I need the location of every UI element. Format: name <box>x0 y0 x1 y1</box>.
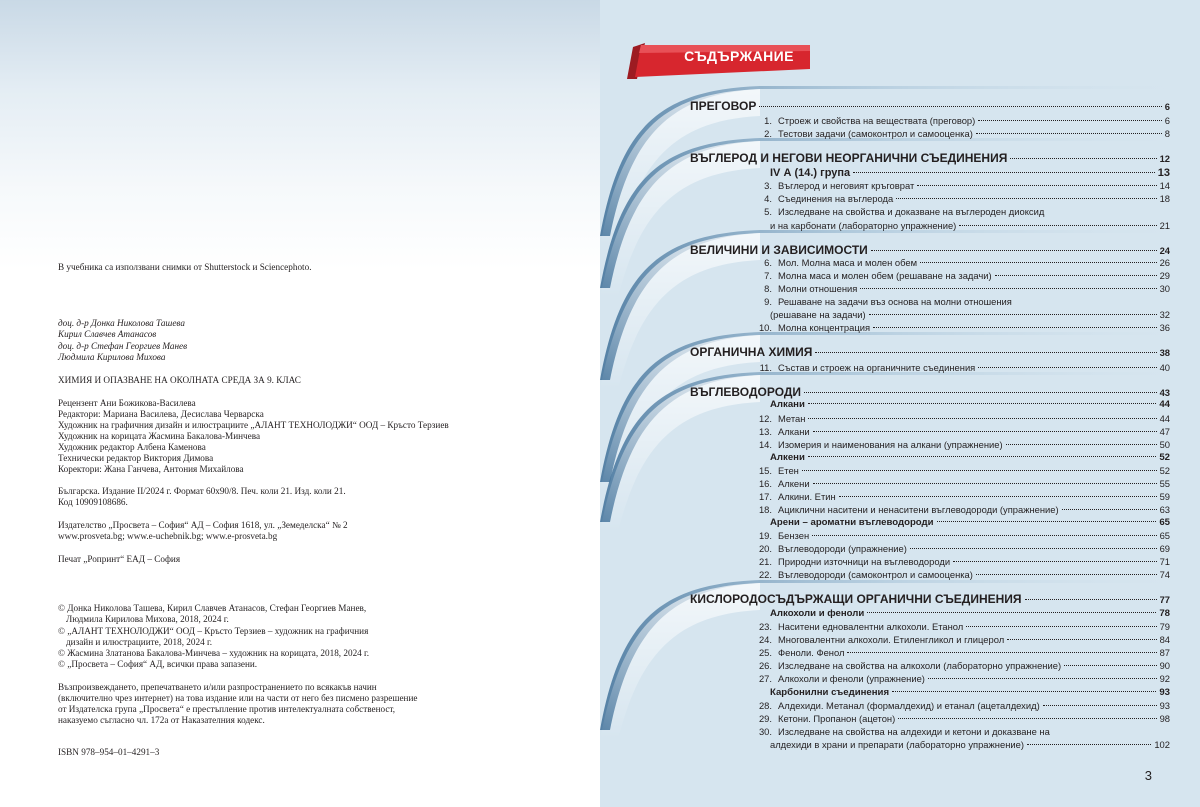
toc-dot-leader <box>873 327 1157 328</box>
toc-dot-leader <box>937 521 1157 522</box>
toc-entry-number: 5. <box>764 206 772 217</box>
toc-entry-number: 8. <box>764 283 772 294</box>
toc-entry-chapter <box>690 151 1170 165</box>
toc-dot-leader <box>1043 705 1157 706</box>
toc-entry-page: 13 <box>1157 167 1170 179</box>
toc-dot-leader <box>813 431 1157 432</box>
toc-entry-title: Алкохоли и феноли (упражнение) <box>778 673 925 684</box>
toc-dot-leader <box>928 678 1157 679</box>
imprint-line: Художник на корицата Жасмина Бакалова-Минчева <box>58 431 261 441</box>
toc-dot-leader <box>966 626 1156 627</box>
imprint-line: Възпроизвеждането, препечатването и/или разпространението по всякакъв начин <box>58 682 377 692</box>
imprint-line: (включително чрез интернет) на това издание или на части от него без писмено разрешение <box>58 693 418 703</box>
toc-entry-page: 78 <box>1159 608 1170 619</box>
toc-dot-leader <box>815 352 1156 353</box>
toc-entry-title: КИСЛОРОДОСЪДЪРЖАЩИ ОРГАНИЧНИ СЪЕДИНЕНИЯ <box>690 592 1022 606</box>
toc-entry-lesson <box>750 672 1170 685</box>
imprint-line: Коректори: Жана Ганчева, Антония Михайлова <box>58 464 244 474</box>
toc-dot-leader <box>1027 744 1151 745</box>
toc-entry-page: 6 <box>1164 115 1170 126</box>
toc-dot-leader <box>808 418 1156 419</box>
toc-entry-lesson <box>750 620 1170 633</box>
toc-dot-leader <box>978 120 1162 121</box>
toc-entry-title: Молна концентрация <box>778 322 871 333</box>
toc-entry-title: ОРГАНИЧНА ХИМИЯ <box>690 345 813 359</box>
toc-entry-number: 28. <box>758 700 772 711</box>
toc-entry-number: 25. <box>758 647 772 658</box>
toc-entry-page: 12 <box>1159 153 1170 164</box>
toc-entry-page: 69 <box>1159 543 1170 554</box>
toc-entry-lesson <box>750 490 1170 503</box>
toc-entry-page: 43 <box>1159 387 1170 398</box>
toc-entry-page: 21 <box>1159 220 1170 231</box>
toc-entry-lesson <box>750 192 1170 205</box>
toc-entry-page: 47 <box>1159 426 1170 437</box>
toc-dot-leader <box>813 483 1157 484</box>
toc-entry-title: Съединения на въглерода <box>778 193 894 204</box>
toc-entry-lesson-cont <box>770 219 1170 232</box>
imprint-line: наказуемо съгласно чл. 172а от Наказателния кодекс. <box>58 715 265 725</box>
imprint-line: В учебника са използвани снимки от Shutterstock и Sciencephoto. <box>58 262 312 272</box>
toc-dot-leader <box>978 367 1156 368</box>
toc-entry-number: 12. <box>758 413 772 424</box>
toc-entry-page: 36 <box>1159 322 1170 333</box>
toc-entry-title: Карбонилни съединения <box>770 687 890 698</box>
toc-entry-title: Строеж и свойства на веществата (преговор) <box>778 115 976 126</box>
toc-entry-title: Феноли. Фенол <box>778 647 845 658</box>
toc-entry-page: 26 <box>1159 257 1170 268</box>
toc-entry-title: Алкини. Етин <box>778 491 836 502</box>
toc-entry-lesson <box>750 205 1170 218</box>
toc-entry-title: Тестови задачи (самоконтрол и самооценка) <box>778 128 973 139</box>
toc-entry-number: 27. <box>758 673 772 684</box>
imprint-line: Рецензент Ани Божикова-Василева <box>58 398 196 408</box>
toc-entry-chapter <box>690 385 1170 399</box>
toc-entry-title: Състав и строеж на органичните съединения <box>778 362 976 373</box>
imprint-line: © Жасмина Златанова Бакалова-Минчева – художник на корицата, 2018, 2024 г. <box>58 648 370 658</box>
toc-entry-title: Изомерия и наименования на алкани (упражнение) <box>778 439 1003 450</box>
toc-dot-leader <box>1007 639 1156 640</box>
toc-entry-number: 30. <box>758 726 772 737</box>
toc-entry-number: 2. <box>764 128 772 139</box>
imprint-line: Редактори: Мариана Василева, Десислава Черварска <box>58 409 264 419</box>
imprint-line: © „Просвета – София“ АД, всички права запазени. <box>58 659 258 669</box>
toc-dot-leader <box>808 403 1156 404</box>
toc-entry-lesson <box>750 114 1170 127</box>
imprint-line: доц. д-р Донка Николова Ташева <box>58 318 185 328</box>
toc-entry-title: Бензен <box>778 530 810 541</box>
toc-dot-leader <box>1010 158 1156 159</box>
toc-entry-number: 3. <box>764 180 772 191</box>
toc-entry-number: 26. <box>758 660 772 671</box>
toc-dot-leader <box>910 548 1157 549</box>
toc-entry-title: Молни отношения <box>778 283 858 294</box>
toc-dot-leader <box>759 106 1161 107</box>
toc-entry-page: 50 <box>1159 439 1170 450</box>
page-number: 3 <box>1144 768 1152 783</box>
toc-entry-page: 14 <box>1159 180 1170 191</box>
toc-entry-title: Изследване на свойства на алкохоли (лабораторно упражнение) <box>778 660 1062 671</box>
toc-dot-leader <box>917 185 1156 186</box>
toc-entry-title: Изследване на свойства и доказване на въглероден диоксид <box>778 206 1045 217</box>
toc-entry-page: 30 <box>1159 283 1170 294</box>
toc-entry-title: IV А (14.) група <box>770 167 851 179</box>
imprint-line: ХИМИЯ И ОПАЗВАНЕ НА ОКОЛНАТА СРЕДА ЗА 9. КЛАС <box>58 375 301 385</box>
toc-dot-leader <box>1006 444 1157 445</box>
toc-dot-leader <box>812 535 1156 536</box>
imprint-line: Художник редактор Албена Каменова <box>58 442 206 452</box>
toc-entry-number: 15. <box>758 465 772 476</box>
toc-dot-leader <box>976 574 1157 575</box>
toc-entry-title: Алкани <box>778 426 810 437</box>
toc-dot-leader <box>995 275 1157 276</box>
toc-entry-number: 21. <box>758 556 772 567</box>
toc-entry-page: 59 <box>1159 491 1170 502</box>
toc-entry-lesson <box>750 503 1170 516</box>
toc-entry-lesson <box>750 282 1170 295</box>
toc-entry-lesson <box>750 712 1170 725</box>
toc-entry-lesson <box>750 256 1170 269</box>
toc-entry-number: 18. <box>758 504 772 515</box>
toc-entry-number: 14. <box>758 439 772 450</box>
toc-dot-leader <box>839 496 1157 497</box>
toc-entry-page: 77 <box>1159 594 1170 605</box>
toc-entry-title: Въглеводороди (упражнение) <box>778 543 907 554</box>
toc-dot-leader <box>959 225 1156 226</box>
imprint-line: Людмила Кирилова Михова <box>58 352 166 362</box>
toc-entry-lesson <box>750 699 1170 712</box>
toc-dot-leader <box>953 561 1157 562</box>
toc-entry-number: 7. <box>764 270 772 281</box>
imprint-line: ISBN 978–954–01–4291–3 <box>58 747 160 757</box>
toc-dot-leader <box>1064 665 1157 666</box>
toc-entry-chapter <box>690 99 1170 113</box>
toc-entry-title: Алдехиди. Метанал (формалдехид) и етанал (ацеталдехид) <box>778 700 1040 711</box>
toc-entry-section <box>770 686 1170 699</box>
toc-entry-title: Ациклични наситени и ненаситени въглеводороди (упражнение) <box>778 504 1059 515</box>
toc-entry-title: Природни източници на въглеводороди <box>778 556 951 567</box>
toc-entry-page: 52 <box>1159 465 1170 476</box>
toc-entry-page: 44 <box>1159 399 1170 410</box>
toc-entry-number: 1. <box>764 115 772 126</box>
toc-dot-leader <box>853 172 1155 173</box>
toc-entry-title: Алкени <box>770 452 805 463</box>
toc-entry-number: 9. <box>764 296 772 307</box>
toc-entry-page: 93 <box>1159 700 1170 711</box>
toc-entry-number: 10. <box>758 322 772 333</box>
toc-entry-section <box>770 398 1170 411</box>
toc-entry-chapter <box>690 243 1170 257</box>
toc-entry-lesson-cont <box>770 738 1170 751</box>
toc-entry-title: Въглеводороди (самоконтрол и самооценка) <box>778 569 973 580</box>
toc-entry-lesson-cont <box>770 308 1170 321</box>
toc-entry-title: Решаване на задачи въз основа на молни отношения <box>778 296 1012 307</box>
toc-entry-title: и на карбонати (лабораторно упражнение) <box>770 220 957 231</box>
toc-dot-leader <box>871 250 1157 251</box>
toc-entry-section <box>770 607 1170 620</box>
toc-entry-page: 79 <box>1159 621 1170 632</box>
toc-dot-leader <box>920 262 1157 263</box>
toc-entry-title: Мол. Молна маса и молен обем <box>778 257 918 268</box>
toc-entry-page: 32 <box>1159 309 1170 320</box>
toc-entry-number: 17. <box>758 491 772 502</box>
toc-entry-page: 44 <box>1159 413 1170 424</box>
toc-entry-page: 102 <box>1154 739 1170 750</box>
toc-entry-page: 65 <box>1159 517 1170 528</box>
toc-entry-page: 29 <box>1159 270 1170 281</box>
toc-entry-page: 74 <box>1159 569 1170 580</box>
toc-entry-chapter <box>690 592 1170 606</box>
toc-entry-subchapter <box>770 166 1170 180</box>
toc-entry-page: 71 <box>1159 556 1170 567</box>
contents-title: СЪДЪРЖАНИЕ <box>684 48 794 64</box>
toc-dot-leader <box>808 456 1156 457</box>
toc-entry-title: Етен <box>778 465 799 476</box>
toc-entry-title: Молна маса и молен обем (решаване на задачи) <box>778 270 992 281</box>
toc-entry-title: Алкени <box>778 478 810 489</box>
toc-entry-lesson <box>750 127 1170 140</box>
toc-list <box>600 0 1200 807</box>
toc-dot-leader <box>892 691 1156 692</box>
toc-entry-title: Въглерод и неговият кръговрат <box>778 180 915 191</box>
toc-entry-title: Арени – ароматни въглеводороди <box>770 517 934 528</box>
toc-entry-section <box>770 516 1170 529</box>
toc-entry-page: 8 <box>1164 128 1170 139</box>
toc-entry-lesson <box>750 659 1170 672</box>
imprint-line: дизайн и илюстрациите, 2018, 2024 г. <box>66 637 212 647</box>
toc-entry-title: Кетони. Пропанон (ацетон) <box>778 713 896 724</box>
toc-entry-page: 38 <box>1159 347 1170 358</box>
imprint-line: © „АЛАНТ ТЕХНОЛОДЖИ“ ООД – Кръсто Терзиев – художник на графичния <box>58 626 369 636</box>
toc-entry-title: ВЪГЛЕВОДОРОДИ <box>690 385 802 399</box>
toc-entry-lesson <box>750 477 1170 490</box>
toc-entry-page: 55 <box>1159 478 1170 489</box>
toc-entry-page: 90 <box>1159 660 1170 671</box>
imprint-line: www.prosveta.bg; www.e-uchebnik.bg; www.e-prosveta.bg <box>58 531 278 541</box>
toc-entry-lesson <box>750 542 1170 555</box>
toc-entry-title: алдехиди в храни и препарати (лабораторно упражнение) <box>770 739 1024 750</box>
toc-entry-page: 84 <box>1159 634 1170 645</box>
toc-entry-number: 16. <box>758 478 772 489</box>
toc-entry-lesson <box>750 646 1170 659</box>
toc-entry-page: 63 <box>1159 504 1170 515</box>
toc-entry-lesson <box>750 438 1170 451</box>
toc-entry-number: 22. <box>758 569 772 580</box>
toc-entry-lesson <box>750 529 1170 542</box>
toc-entry-page: 6 <box>1164 101 1170 112</box>
toc-dot-leader <box>867 612 1156 613</box>
toc-entry-title: Алкохоли и феноли <box>770 608 865 619</box>
toc-entry-number: 23. <box>758 621 772 632</box>
imprint-line: доц. д-р Стефан Георгиев Манев <box>58 341 188 351</box>
toc-entry-number: 4. <box>764 193 772 204</box>
toc-entry-lesson <box>750 361 1170 374</box>
imprint-line: Печат „Ропринт“ ЕАД – София <box>58 554 181 564</box>
toc-entry-title: ПРЕГОВОР <box>690 99 757 113</box>
toc-entry-number: 29. <box>758 713 772 724</box>
toc-entry-lesson <box>750 425 1170 438</box>
imprint-line: Българска. Издание II/2024 г. Формат 60х90/8. Печ. коли 21. Изд. коли 21. <box>58 486 346 496</box>
toc-entry-lesson <box>750 179 1170 192</box>
toc-entry-lesson <box>750 725 1170 738</box>
imprint-line: Издателство „Просвета – София“ АД – София 1618, ул. „Земеделска“ № 2 <box>58 520 348 530</box>
toc-entry-number: 13. <box>758 426 772 437</box>
toc-entry-title: ВЪГЛЕРОД И НЕГОВИ НЕОРГАНИЧНИ СЪЕДИНЕНИЯ <box>690 151 1008 165</box>
toc-entry-lesson <box>750 464 1170 477</box>
toc-entry-lesson <box>750 269 1170 282</box>
imprint-line: © Донка Николова Ташева, Кирил Славчев Атанасов, Стефан Георгиев Манев, <box>58 603 367 613</box>
contents-page <box>600 0 1200 807</box>
toc-entry-title: (решаване на задачи) <box>770 309 866 320</box>
toc-entry-page: 93 <box>1159 687 1170 698</box>
toc-entry-title: Алкани <box>770 399 805 410</box>
toc-dot-leader <box>1025 599 1157 600</box>
toc-entry-lesson <box>750 321 1170 334</box>
toc-dot-leader <box>869 314 1157 315</box>
toc-entry-number: 19. <box>758 530 772 541</box>
toc-dot-leader <box>976 133 1162 134</box>
toc-entry-page: 40 <box>1159 362 1170 373</box>
imprint-line: Людмила Кирилова Михова, 2018, 2024 г. <box>66 614 229 624</box>
toc-dot-leader <box>804 392 1157 393</box>
toc-entry-lesson <box>750 633 1170 646</box>
toc-entry-number: 11. <box>759 362 772 373</box>
imprint-line: Кирил Славчев Атанасов <box>58 329 157 339</box>
toc-entry-page: 52 <box>1159 452 1170 463</box>
toc-dot-leader <box>898 718 1156 719</box>
toc-entry-section <box>770 451 1170 464</box>
imprint-line: Код 10909108686. <box>58 497 128 507</box>
imprint-line: Технически редактор Виктория Димова <box>58 453 214 463</box>
toc-dot-leader <box>860 288 1156 289</box>
toc-entry-page: 98 <box>1159 713 1170 724</box>
toc-entry-title: Изследване на свойства на алдехиди и кетони и доказване на <box>778 726 1050 737</box>
toc-dot-leader <box>1062 509 1157 510</box>
toc-entry-chapter <box>690 345 1170 359</box>
toc-entry-page: 65 <box>1159 530 1170 541</box>
toc-entry-lesson <box>750 555 1170 568</box>
toc-entry-lesson <box>750 412 1170 425</box>
toc-entry-number: 20. <box>758 543 772 554</box>
toc-entry-title: ВЕЛИЧИНИ И ЗАВИСИМОСТИ <box>690 243 868 257</box>
toc-dot-leader <box>802 470 1157 471</box>
imprint-line: от Издателска група „Просвета“ е престъпление против интелектуалната собственост, <box>58 704 396 714</box>
toc-dot-leader <box>847 652 1156 653</box>
toc-entry-lesson <box>750 568 1170 581</box>
toc-dot-leader <box>896 198 1156 199</box>
toc-entry-title: Наситени едновалентни алкохоли. Етанол <box>778 621 964 632</box>
toc-entry-page: 24 <box>1159 245 1170 256</box>
toc-entry-page: 18 <box>1159 193 1170 204</box>
toc-entry-number: 6. <box>764 257 772 268</box>
toc-entry-number: 24. <box>758 634 772 645</box>
toc-entry-lesson <box>750 295 1170 308</box>
toc-entry-title: Метан <box>778 413 806 424</box>
toc-entry-page: 87 <box>1159 647 1170 658</box>
toc-entry-title: Многовалентни алкохоли. Етиленгликол и глицерол <box>778 634 1005 645</box>
imprint-line: Художник на графичния дизайн и илюстрациите „АЛАНТ ТЕХНОЛОДЖИ“ ООД – Кръсто Терзиев <box>58 420 449 430</box>
toc-entry-page: 92 <box>1159 673 1170 684</box>
